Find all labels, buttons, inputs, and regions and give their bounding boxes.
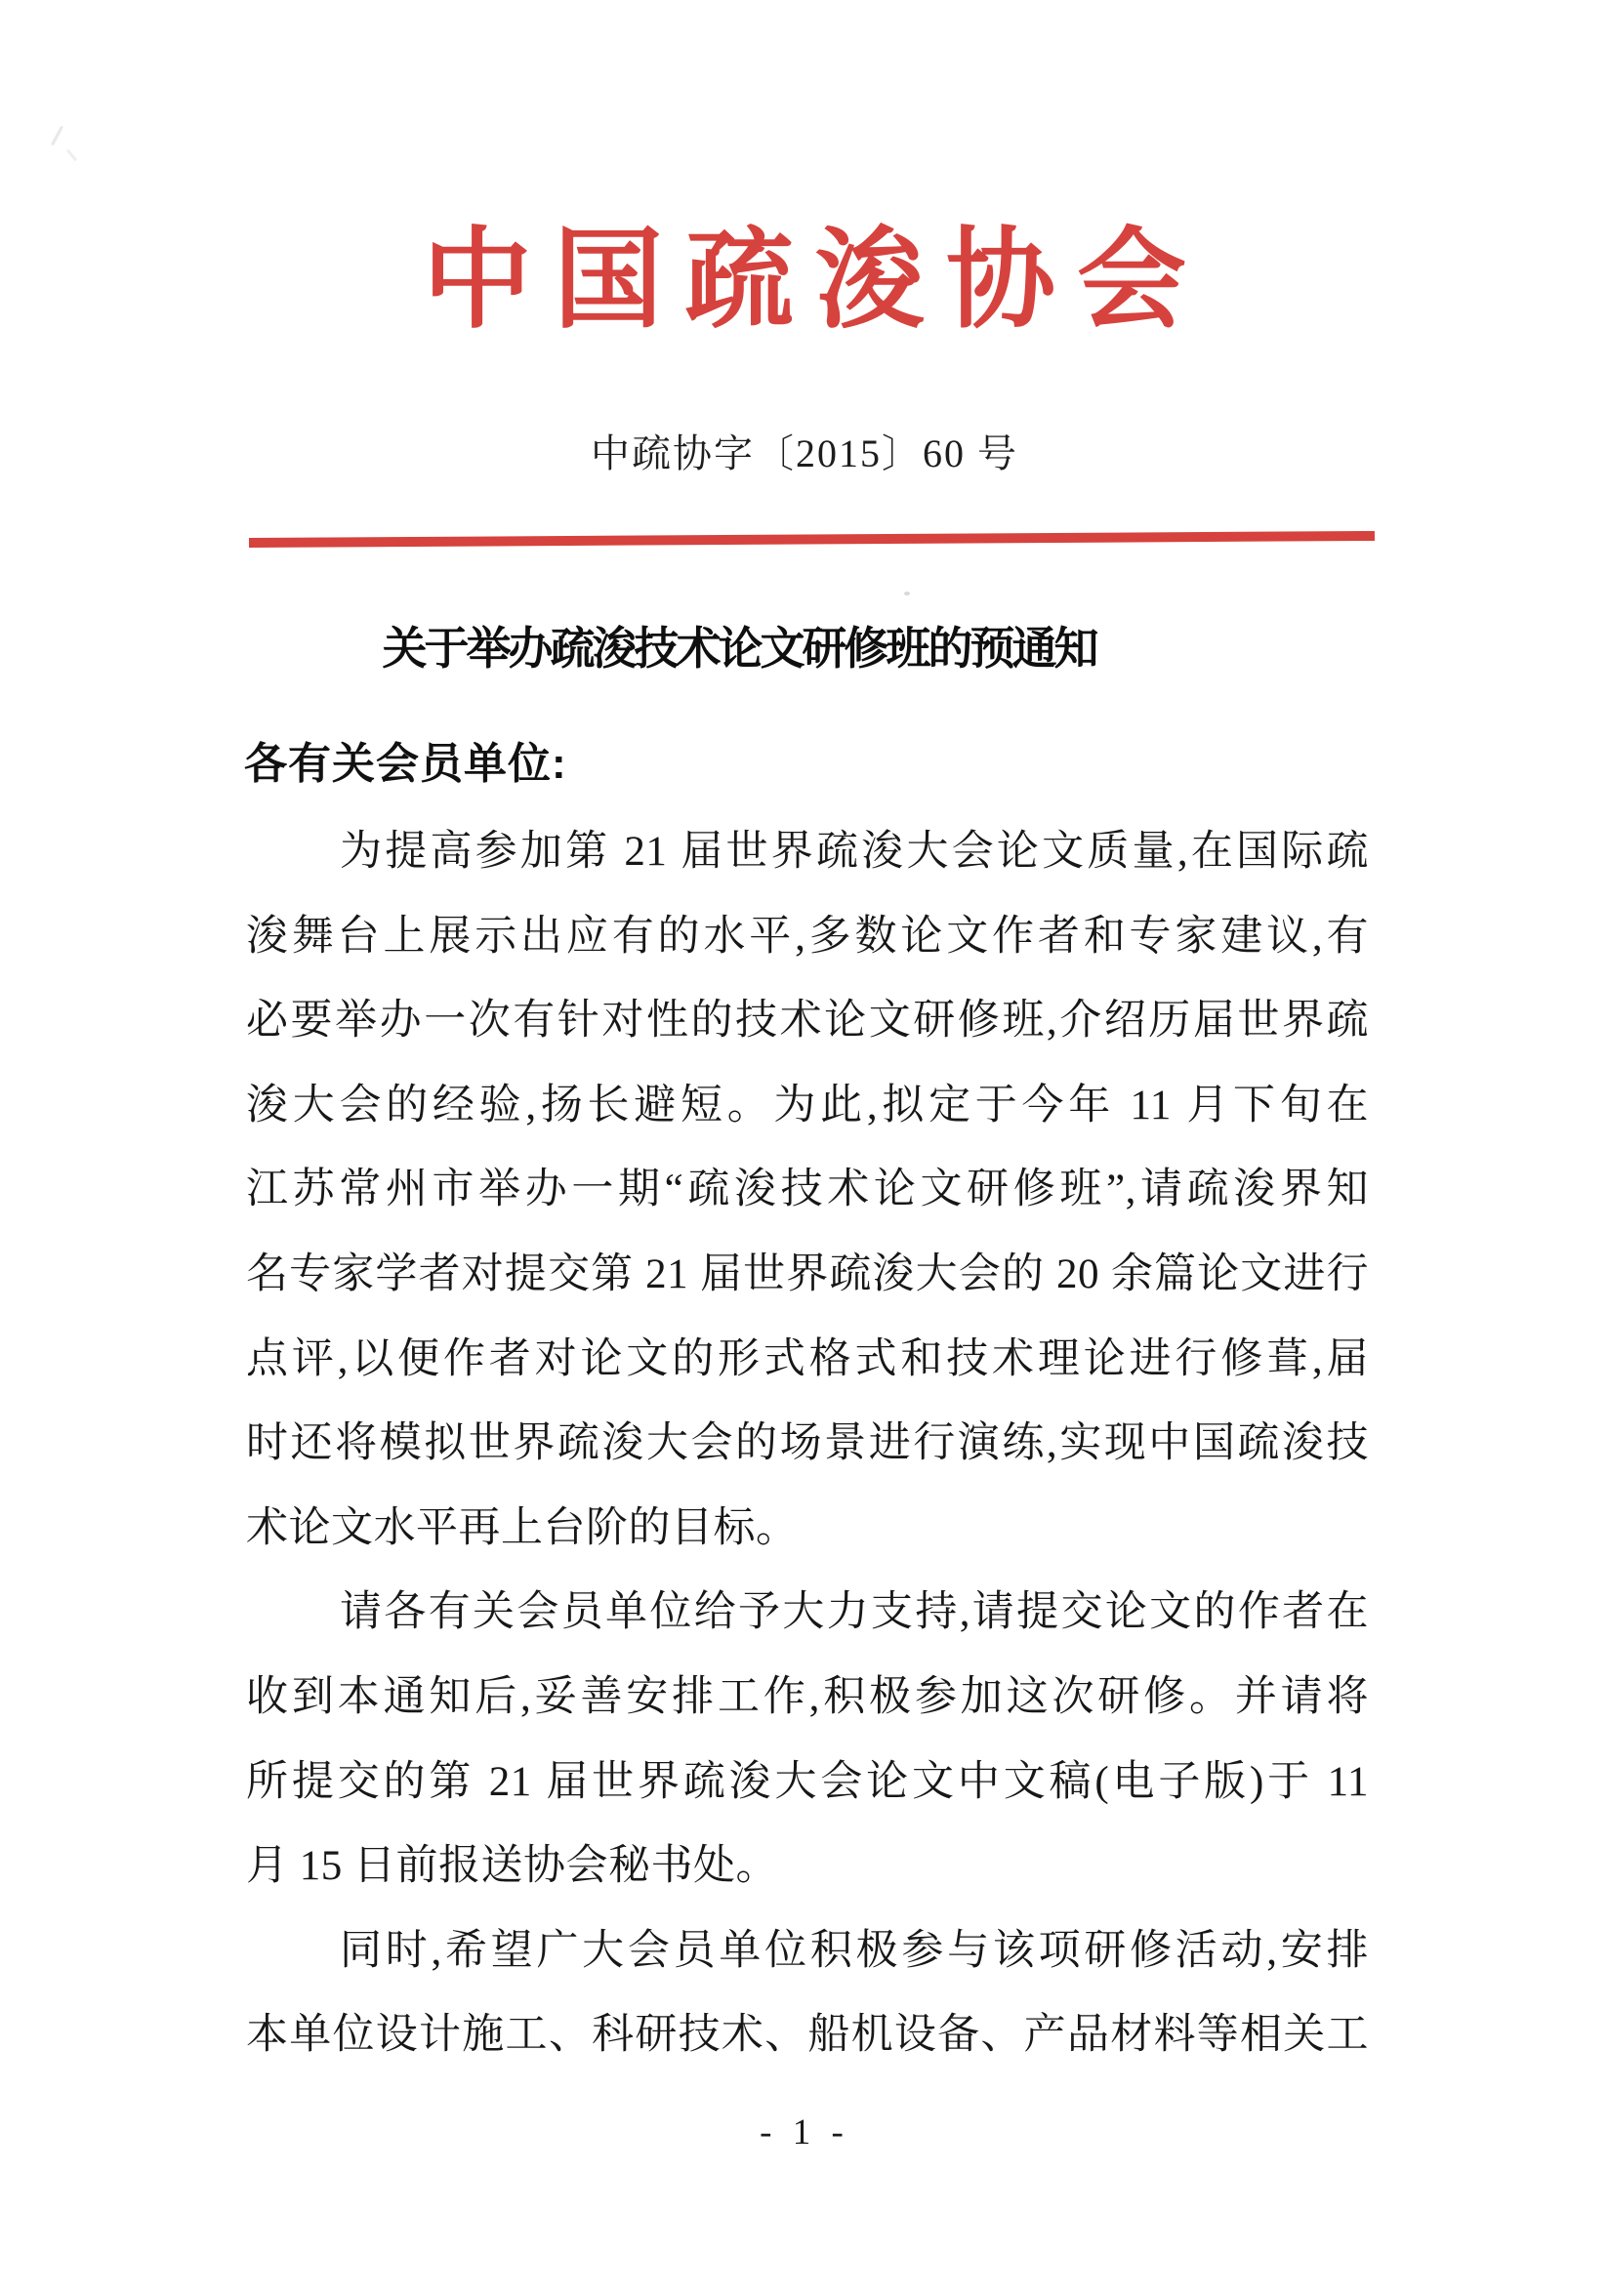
doc-number: 中疏协字〔2015〕60 号	[591, 431, 1018, 475]
scan-artifact	[66, 149, 77, 162]
body-line: 收到本通知后,妥善安排工作,积极参加这次研修。并请将	[246, 1673, 1369, 1720]
salutation: 各有关会员单位:	[244, 740, 567, 788]
body-line: 术论文水平再上台阶的目标。	[246, 1504, 799, 1551]
body-line: 浚舞台上展示出应有的水平,多数论文作者和专家建议,有	[246, 913, 1369, 960]
body-line: 点评,以便作者对论文的形式格式和技术理论进行修葺,届	[246, 1335, 1369, 1382]
body-line: 本单位设计施工、科研技术、船机设备、产品材料等相关工	[246, 2012, 1369, 2059]
body-line: 请各有关会员单位给予大力支持,请提交论文的作者在	[340, 1589, 1369, 1636]
page-number: - 1 -	[760, 2112, 849, 2152]
body-line: 为提高参加第 21 届世界疏浚大会论文质量,在国际疏	[340, 829, 1369, 875]
red-divider-rule	[249, 531, 1375, 548]
body-line: 江苏常州市举办一期“疏浚技术论文研修班”,请疏浚界知	[246, 1167, 1369, 1213]
scan-artifact	[51, 126, 63, 146]
body-line: 必要举办一次有针对性的技术论文研修班,介绍历届世界疏	[246, 998, 1369, 1045]
scan-dot-artifact	[904, 592, 910, 595]
body-line: 时还将模拟世界疏浚大会的场景进行演练,实现中国疏浚技	[246, 1420, 1369, 1467]
body-line: 浚大会的经验,扬长避短。为此,拟定于今年 11 月下旬在	[246, 1082, 1369, 1128]
body-line: 同时,希望广大会员单位积极参与该项研修活动,安排	[340, 1927, 1369, 1974]
body-line: 名专家学者对提交第 21 届世界疏浚大会的 20 余篇论文进行	[246, 1250, 1369, 1297]
body-lines	[246, 810, 1369, 2078]
org-title: 中国疏浚协会	[423, 221, 1208, 342]
body-line: 所提交的第 21 届世界疏浚大会论文中文稿(电子版)于 11	[246, 1758, 1369, 1805]
body-line: 月 15 日前报送协会秘书处。	[246, 1843, 778, 1890]
document-title: 关于举办疏浚技术论文研修班的预通知	[382, 624, 1096, 674]
